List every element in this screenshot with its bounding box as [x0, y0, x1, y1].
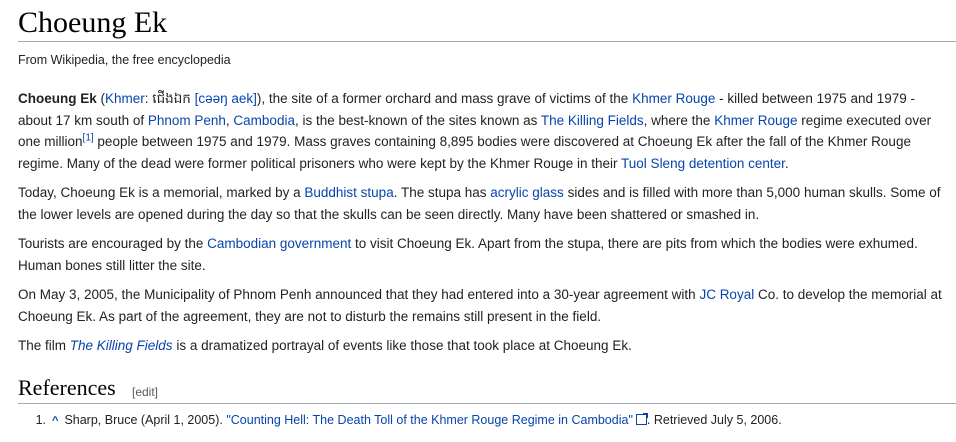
text: , [225, 112, 234, 128]
text: Today, Choeung Ek is a memorial, marked by a [18, 185, 305, 200]
text: : ជើងឯក [144, 91, 195, 106]
text: , is the best-known of the sites known as [294, 112, 541, 128]
paragraph-agreement [18, 284, 942, 327]
link-film-killing-fields[interactable]: The Killing Fields [69, 338, 173, 353]
text: . [784, 155, 789, 171]
title-divider [18, 41, 956, 42]
text: ), the site of a former orchard and mass grave of victims of the [256, 91, 633, 106]
subject-bold: Choeung Ek [18, 91, 97, 106]
paragraph-intro [18, 88, 942, 174]
link-khmer-rouge[interactable]: Khmer Rouge [632, 91, 716, 106]
text: ( [96, 91, 106, 106]
reference-retrieved: . Retrieved July 5, 2006. [646, 413, 782, 427]
link-cambodian-government[interactable]: Cambodian government [207, 236, 352, 251]
link-jc-royal[interactable]: JC Royal [699, 287, 755, 302]
link-khmer-rouge-2[interactable]: Khmer Rouge [714, 112, 798, 128]
text: . The stupa has [393, 185, 491, 200]
edit-section-link[interactable]: [edit] [132, 385, 159, 399]
text: is a dramatized portrayal of events like those that took place at Choeung Ek. [172, 338, 632, 353]
text: Tourists are encouraged by the [18, 236, 208, 251]
link-ipa[interactable]: [cəəŋ aek] [194, 91, 257, 106]
text: regime executed over one million [18, 112, 932, 149]
references-divider [18, 403, 956, 404]
site-tagline: From Wikipedia, the free encyclopedia [18, 53, 231, 67]
reference-item [18, 410, 782, 431]
text: people between 1975 and 1979. Mass graves containing 8,895 bodies were discovered at Choeung Ek after the fall of the Khmer Rouge regime. Many of the dead were former political prisoners who were kept by the Khmer Rouge in their [18, 134, 911, 171]
external-link-icon [636, 414, 647, 425]
text: sides and is filled with more than 5,000 human skulls. Some of the lower levels are opened during the day so that the skulls can be seen directly. Many have been shattered or smashed in. [18, 185, 941, 222]
references-list [18, 410, 782, 431]
reference-text: Sharp, Bruce (April 1, 2005). [64, 413, 227, 427]
link-buddhist-stupa[interactable]: Buddhist stupa [304, 185, 394, 200]
citation-1-link[interactable]: [1] [82, 132, 94, 144]
text: The film [18, 338, 70, 353]
link-acrylic-glass[interactable]: acrylic glass [490, 185, 564, 200]
link-tuol-sleng[interactable]: Tuol Sleng detention center [621, 155, 785, 171]
link-cambodia[interactable]: Cambodia [233, 112, 295, 128]
link-khmer[interactable]: Khmer [105, 91, 145, 106]
link-killing-fields[interactable]: The Killing Fields [540, 112, 644, 128]
references-heading: References [18, 375, 116, 400]
text: - killed between 1975 and 1979 - about 17 km south of [18, 91, 915, 128]
page-title: Choeung Ek [18, 6, 168, 39]
back-to-citation-link[interactable]: ^ [52, 415, 59, 427]
text: , where the [643, 112, 715, 128]
paragraph-film [18, 335, 942, 357]
paragraph-tourists [18, 233, 942, 276]
paragraph-memorial [18, 182, 942, 225]
text: to visit Choeung Ek. Apart from the stupa, there are pits from which the bodies were exhumed. Human bones still litter the site. [18, 236, 918, 273]
text: On May 3, 2005, the Municipality of Phnom Penh announced that they had entered into a 30-year agreement with [18, 287, 700, 302]
reference-external-link[interactable]: "Counting Hell: The Death Toll of the Khmer Rouge Regime in Cambodia" [226, 413, 633, 427]
text: Co. to develop the memorial at Choeung Ek. As part of the agreement, they are not to disturb the remains still present in the field. [18, 287, 942, 324]
link-phnom-penh[interactable]: Phnom Penh [147, 112, 226, 128]
reference-number: 1. [35, 413, 46, 427]
article-body [18, 88, 942, 365]
